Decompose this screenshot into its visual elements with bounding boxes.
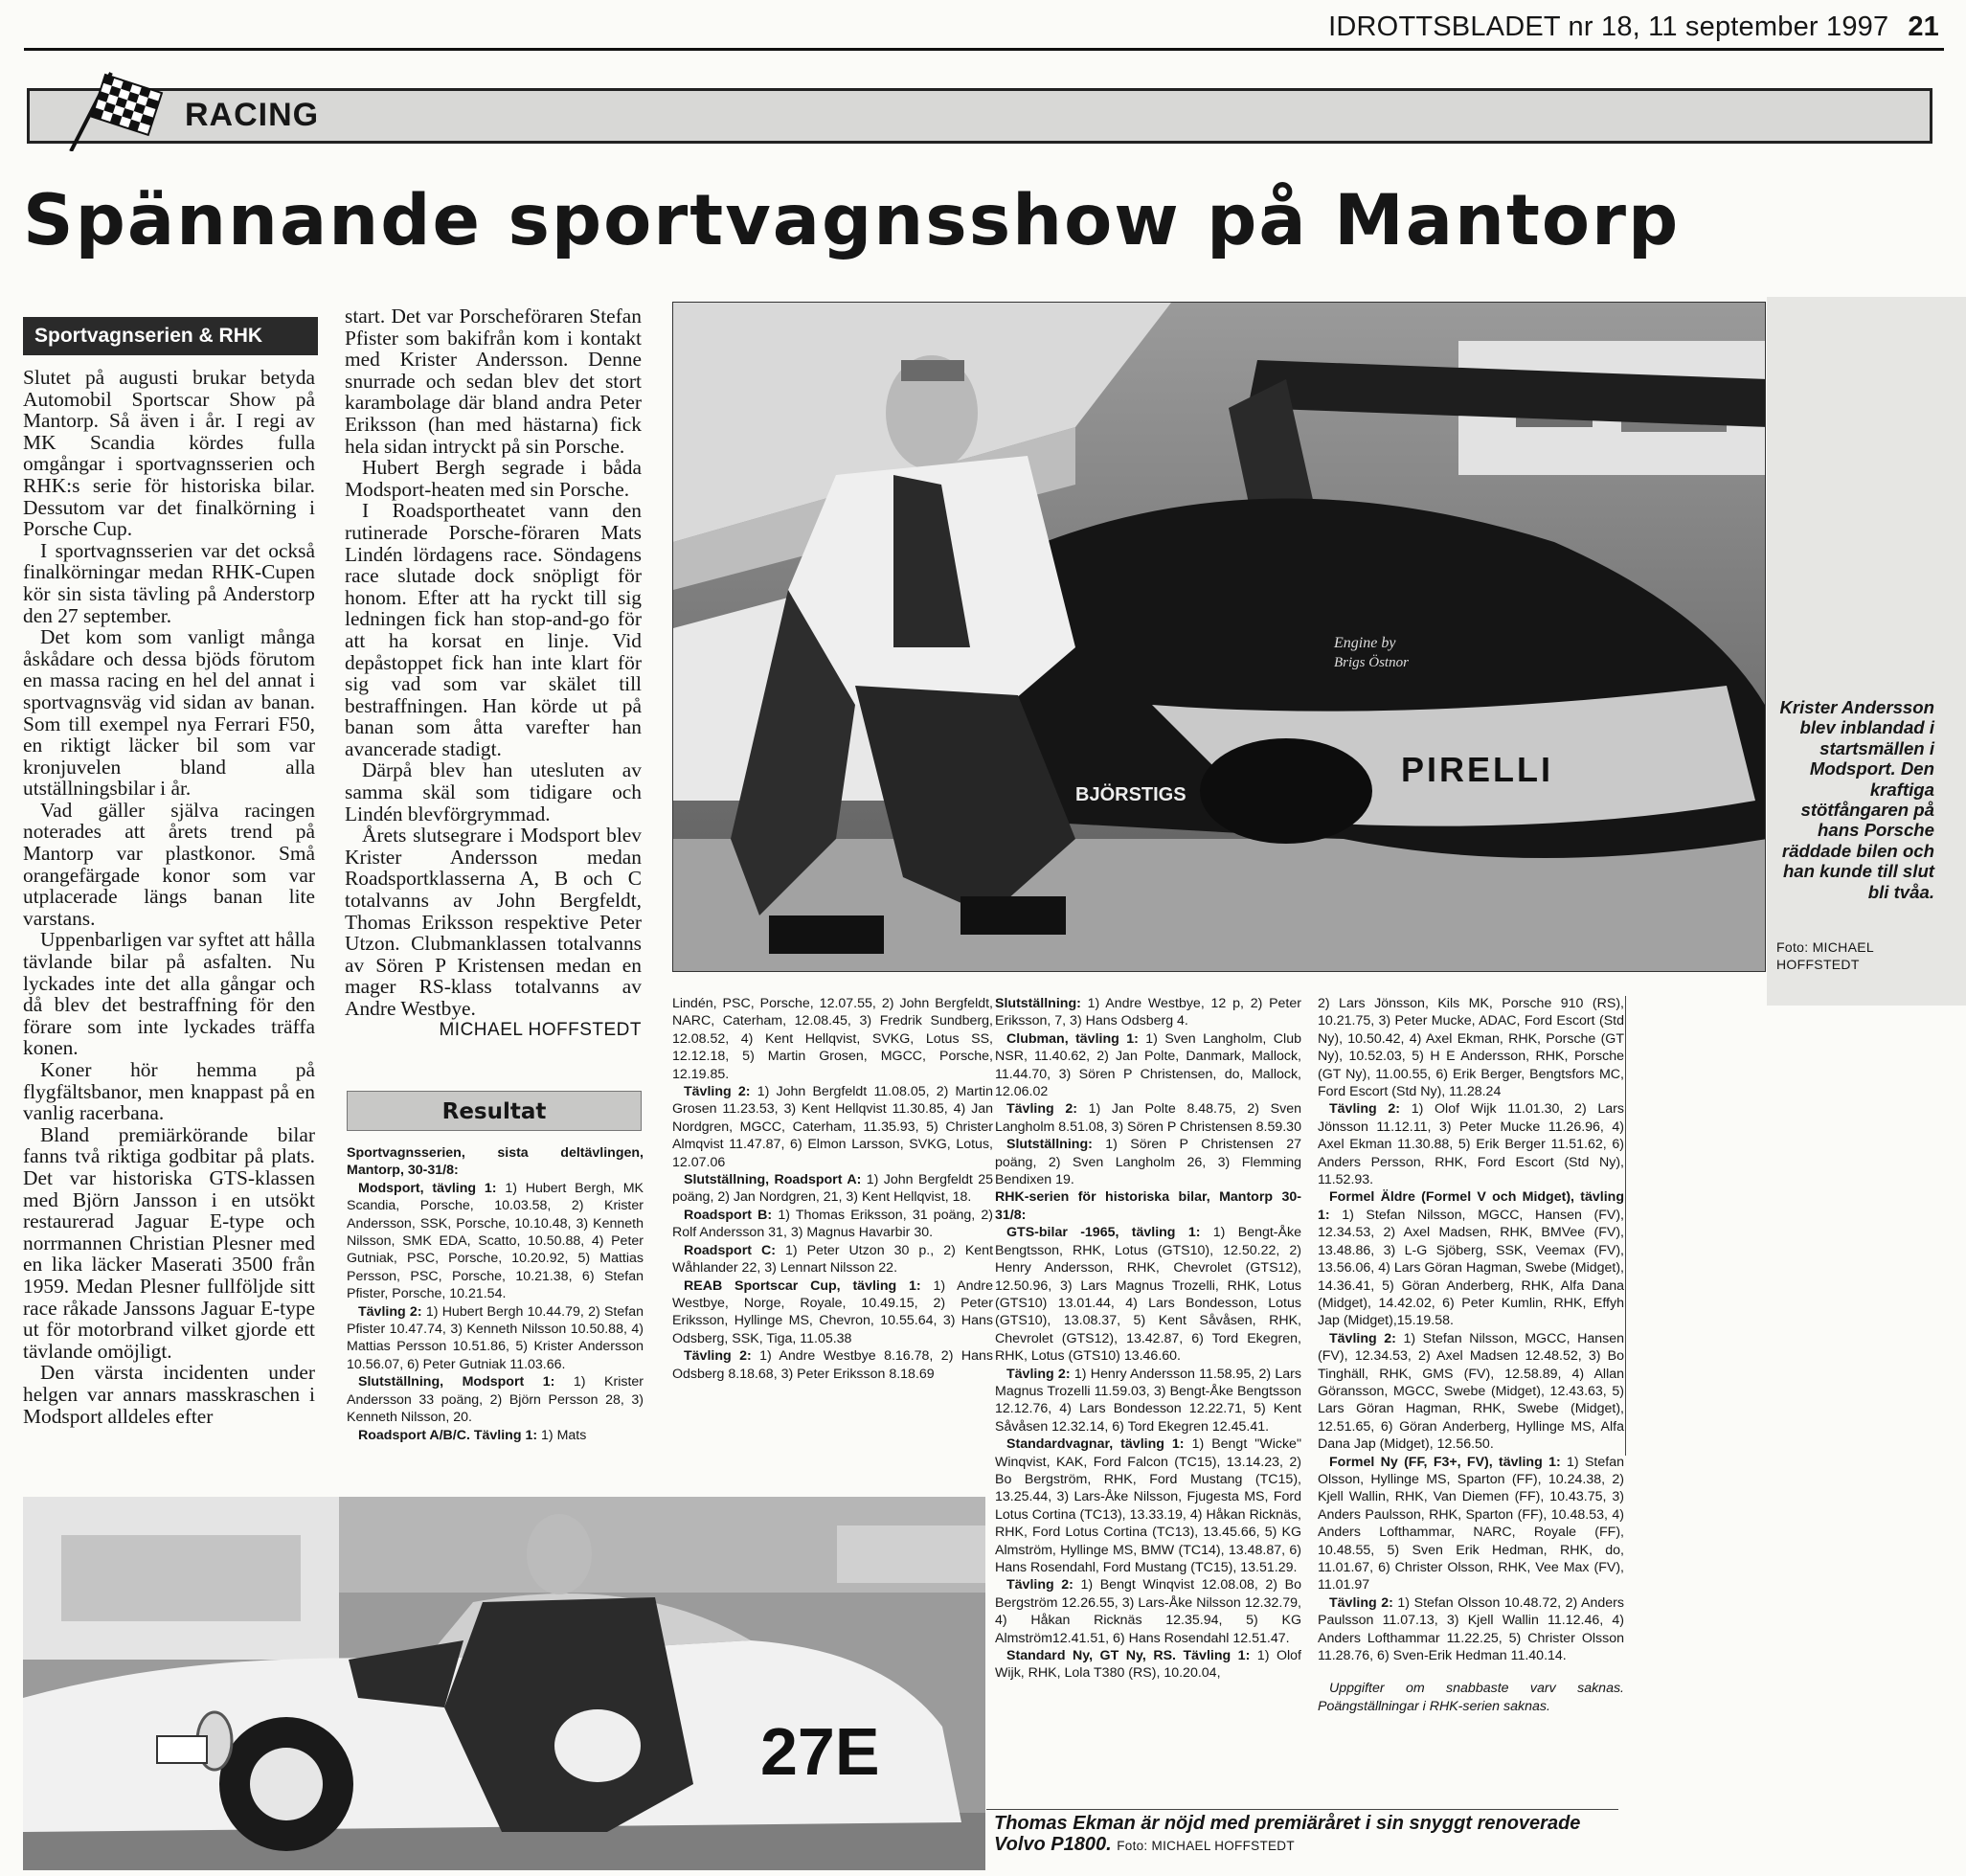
photo-volvo-p1800 [23,1497,985,1870]
checkered-flag-icon [67,71,172,151]
results-entry: Formel Äldre (Formel V och Midget), tävling 1: 1) Stefan Nilsson, MGCC, Hansen (FV), 12.34.53, 2) Axel Madsen, RHK, BMVee (FV), 13.48.86, 3) L-G Sjöberg, SSK, Veemax (FV), 13.56.06, 4) Lars Göran Hagman, Swebe (Midget), 14.36.41, 5) Göran Anderberg, RHK, Alfa Dana (Midget), 14.42.02, 6) Peter Kumlin, RHK, Effyh Jap (Midget),15.19.58. [1318,1189,1624,1329]
masthead [1302,11,1939,43]
article-column-2 [345,305,642,1041]
kicker-label: Sportvagnserien & RHK [23,317,318,355]
photo1-credit: Foto: MICHAEL HOFFSTEDT [1776,939,1874,972]
photo1-caption: Krister Andersson blev inblandad i startsmällen i Modsport. Den kraftiga stötfångaren på hans Porsche räddade bilen och han kunde till slut bli tvåa. [1779,697,1934,902]
results-entry: Tävling 2: 1) Jan Polte 8.48.75, 2) Sven Langholm 8.51.08, 3) Sören P Christensen 8.59.30 [995,1101,1301,1135]
results-entry: RHK-serien för historiska bilar, Mantorp 30-31/8: [995,1189,1301,1223]
results-entry: Clubman, tävling 1: 1) Sven Langholm, Club NSR, 11.40.62, 2) Jan Polte, Danmark, Mallock, 11.44.70, 3) Sören P Christensen, do, Mallock, 12.06.02 [995,1030,1301,1100]
paragraph: Koner hör hemma på flygfältsbanor, men knappast på en vanlig racerbana. [23,1058,315,1125]
paragraph: Uppenbarligen var syftet att hålla tävlande bilar på asfalten. Nu lyckades inte det alla gångar och då blev det bestraffning för den förare som inte lyckades träffa konen. [23,928,315,1060]
results-column-2 [672,995,993,1383]
porsche-photo-illustration [673,303,1766,972]
results-entry: Tävling 2: 1) Henry Andersson 11.58.95, 2) Lars Magnus Trozelli 11.59.03, 3) Bengt-Åke Bengtsson 12.12.76, 4) Lars Bondesson 12.22.71, 5) Kent Såvåsen 12.32.14, 6) Tord Ekegren 12.45.41. [995,1366,1301,1435]
paragraph: I sportvagnsserien var det också finalkörningar medan RHK-Cupen kör sin sista tävling på Anderstorp den 27 september. [23,538,315,627]
results-entry: Tävling 2: 1) Stefan Olsson 10.48.72, 2) Anders Paulsson 11.07.13, 3) Kjell Wallin 11.12.46, 4) Anders Lofthammar 11.22.25, 5) Christer Olsson 11.28.76, 6) Sven-Erik Hedman 11.40.14. [1318,1594,1624,1664]
headline: Spännande sportvagnsshow på Mantorp [23,180,1681,261]
photo-porsche-driver [672,302,1766,972]
results-entry: Sportvagnsserien, sista deltävlingen, Mantorp, 30-31/8: [347,1145,644,1179]
results-entry: Standard Ny, GT Ny, RS. Tävling 1: 1) Olof Wijk, RHK, Lola T380 (RS), 10.20.04, [995,1648,1302,1682]
results-entry: Roadsport B: 1) Thomas Eriksson, 31 poäng, 2) Rolf Andersson 31, 3) Magnus Havarbir 30. [672,1207,994,1241]
masthead-rule [24,48,1944,51]
paragraph: Det kom som vanligt många åskådare och dessa bjöds förutom en massa racing en hel del annat i sportvagnsväg vid sidan av banan. Som till exempel nya Ferrari F50, en riktigt läcker bil som var kronjuvelen bland alla utställningsbilar i år. [23,625,315,801]
results-entry: Tävling 2: 1) Hubert Bergh 10.44.79, 2) Stefan Pfister 10.47.74, 3) Kenneth Nilsson 10.50.88, 4) Mattias Persson 10.51.86, 5) Krister Andersson 10.56.07, 6) Peter Gutniak 11.03.66. [347,1303,644,1372]
byline: MICHAEL HOFFSTEDT [439,1019,642,1040]
car-number: 27E [760,1714,880,1789]
results-heading: Resultat [347,1091,642,1131]
page-number: 21 [1908,11,1939,42]
results-entry: Formel Ny (FF, F3+, FV), tävling 1: 1) Stefan Olsson, Hyllinge MS, Sparton (FF), 10.24.38, 2) Kjell Wallin, RHK, Van Diemen (FF), 10.43.75, 3) Anders Paulsson, RHK, Sparton (FF), 10.48.53, 4) Anders Lofthammar, NARC, Royale (FF), 10.48.55, 5) Sven Erik Hedman, RHK, do, 11.01.67, 6) Christer Olsson, RHK, Vee Max (FV), 11.01.97 [1318,1454,1624,1593]
results-bottom-rule [986,1809,1618,1810]
results-entry: Slutställning, Roadsport A: 1) John Bergfeldt 25 poäng, 2) Jan Nordgren, 21, 3) Kent Hellqvist, 18. [672,1172,993,1206]
engine-builder-text: Brigs Östnor [1334,655,1409,670]
paragraph: Bland premiärkörande bilar fanns två riktiga godbitar på plats. Det var historiska GTS-klassen med Björn Jansson i en utsökt restaurerad Jaguar E-type och norrmannen Christian Plesner med en lika läcker Maserati 3500 från 1959. Medan Plesner fullföljde sitt race råkade Janssons Jaguar E-type ut för motorbrand vilket gjorde ett tävlande omöjligt. [23,1122,315,1363]
article-column-1 [23,367,315,1427]
results-entry: Slutställning: 1) Sören P Christensen 27 poäng, 2) Sven Langholm 26, 3) Flemming Bendixen 19. [995,1137,1301,1188]
results-entry: Lindén, PSC, Porsche, 12.07.55, 2) John Bergfeldt, NARC, Caterham, 12.08.45, 3) Fredrik Sundberg, 12.08.52, 4) Kent Hellqvist, SVKG, Lotus SS, 12.12.18, 5) Martin Grosen, MGCC, Porsche, 12.19.85. [672,996,993,1082]
results-column-1 [347,1144,644,1444]
paragraph: I Roadsportheatet vann den rutinerade Porsche-föraren Mats Lindén lördagens race. Söndagens race slutade dock snöpligt för honom. Efter att ha ryckt till sig ledningen fick han stop-and-go för att ha korsat en linje. Vid depåstoppet fick han inte klart för sig vad som var skälet till bestraffningen. Han körde ut på banan som åtta varefter han avancerade stadigt. [345,499,642,760]
results-entry: Standardvagnar, tävling 1: 1) Bengt "Wicke" Winqvist, KAK, Ford Falcon (TC15), 13.14.23, 2) Bo Bergström, RHK, Ford Mustang (TC15), 13.25.44, 3) Lars-Åke Nilsson, Fjugesta MS, Ford Lotus Cortina (TC13), 13.33.19, 4) Håkan Ricknäs, RHK, Ford Lotus Cortina (TC13), 13.45.66, 5) KG Almström, Hyllinge MS, BMW (TC14), 13.48.87, 6) Hans Rosendahl, Ford Mustang (TC15), 13.51.29. [995,1436,1301,1575]
results-entry: GTS-bilar -1965, tävling 1: 1) Bengt-Åke Bengtsson, RHK, Lotus (GTS10), 12.50.22, 2) Henry Andersson, RHK, Chevrolet (GTS12), 12.50.96, 3) Lars Magnus Trozelli, RHK, Lotus (GTS10) 13.01.44, 4) Lars Bondesson, Lotus (GTS10), 13.08.37, 5) Kent Såvåsen, RHK, Chevrolet (GTS12), 13.42.87, 6) Tord Ekegren, RHK, Lotus (GTS10) 13.46.60. [995,1225,1301,1365]
photo2-caption [994,1813,1588,1857]
paragraph: start. Det var Porscheföraren Stefan Pfister som bakifrån kom i kontakt med Krister Andersson. Denne snurrade och sedan blev det stort karambolage där bland andra Peter Eriksson (han med hästarna) fick hela sidan intryckt på sin Porsche. [345,305,642,458]
results-column-3 [995,995,1301,1683]
results-entry: Slutställning, Modsport 1: 1) Krister Andersson 33 poäng, 2) Björn Persson 28, 3) Kenneth Nilsson, 20. [347,1374,644,1426]
results-entry: Slutställning: 1) Andre Westbye, 12 p, 2) Peter Eriksson, 7, 3) Hans Odsberg 4. [995,996,1301,1029]
results-column-4 [1318,995,1624,1715]
paragraph: Den värsta incidenten under helgen var annars masskraschen i Modsport alldeles efter [23,1361,315,1428]
results-entry: 2) Lars Jönsson, Kils MK, Porsche 910 (RS), 10.21.75, 3) Peter Mucke, ADAC, Ford Escort (Std Ny), 10.50.42, 4) Axel Ekman, RHK, Porsche (GT Ny), 10.52.03, 5) H E Andersson, RHK, Porsche (GT Ny), 11.00.55, 6) Erik Berger, Bengtsfors MC, Ford Escort (Std Ny), 11.28.24 [1318,996,1624,1100]
results-entry: Modsport, tävling 1: 1) Hubert Bergh, MK Scandia, Porsche, 10.03.58, 2) Krister Andersson, SSK, Porsche, 10.10.48, 3) Kenneth Nilsson, SMK EDA, Scatto, 10.50.88, 4) Peter Gutniak, PSC, Porsche, 10.20.92, 5) Mattias Persson, PSC, Porsche, 10.21.38, 6) Stefan Pfister, Porsche, 10.21.54. [347,1180,644,1302]
paragraph: Årets slutsegrare i Modsport blev Krister Andersson medan Roadsportklasserna A, B och C totalvanns av John Bergfeldt, Thomas Eriksson respektive Peter Utzon. Clubmanklassen totalvanns av Sören P Kristensen medan en mager RS-klass totalvanns av Andre Westbye. [345,824,642,1020]
results-note: Uppgifter om snabbaste varv saknas. Poängställningar i RHK-serien saknas. [1318,1681,1624,1714]
paragraph: Vad gäller själva racingen noterades att årets trend på Mantorp var plastkonor. Små orangefärgade konor som var utplacerade längs banan lite varstans. [23,798,315,930]
results-entry: REAB Sportscar Cup, tävling 1: 1) Andre Westbye, Norge, Royale, 10.49.15, 2) Peter Eriksson, Hyllinge MS, Chevron, 10.55.64, 3) Hans Odsberg, SSK, Tiga, 11.05.38 [672,1277,993,1346]
results-entry: Roadsport A/B/C. Tävling 1: 1) Mats [358,1427,587,1443]
photo2-credit: Foto: MICHAEL HOFFSTEDT [1117,1839,1295,1853]
results-entry: Tävling 2: 1) Andre Westbye 8.16.78, 2) Hans Odsberg 8.18.68, 3) Peter Eriksson 8.18.69 [672,1348,993,1382]
results-entry: Tävling 2: 1) Olof Wijk 11.01.30, 2) Lars Jönsson 11.12.11, 3) Peter Mucke 11.26.96, 4) Axel Ekman 11.30.88, 5) Erik Berger 11.51.62, 6) Anders Persson, RHK, Ford Escort (Std Ny), 11.52.93. [1318,1101,1624,1188]
section-label: RACING [185,97,320,133]
results-entry: Tävling 2: 1) Bengt Winqvist 12.08.08, 2) Bo Bergström 12.26.55, 3) Lars-Åke Nilsson 12.32.79, 4) Håkan Ricknäs 12.35.94, 5) KG Almström12.41.51, 6) Hans Rosendahl 12.51.47. [995,1577,1301,1646]
publication-info: IDROTTSBLADET nr 18, 11 september 1997 [1328,11,1889,42]
volvo-photo-illustration [23,1497,985,1870]
paragraph: Slutet på augusti brukar betyda Automobil Sportscar Show på Mantorp. Så även i år. I regi av MK Scandia kördes fulla omgångar i sportvagnsserien och RHK:s serie för historiska bilar. Dessutom var det finalkörning i Porsche Cup. [23,366,315,541]
photo2-caption-text: Thomas Ekman är nöjd med premiäråret i sin snyggt renoverade Volvo P1800. [994,1813,1581,1855]
paragraph: Därpå blev han utesluten av samma skäl som tidigare och Lindén blevförgrymmad. [345,758,642,825]
pirelli-text: PIRELLI [1401,750,1554,789]
column-rule [1625,996,1626,1456]
sponsor-text: BJÖRSTIGS [1075,784,1186,805]
results-entry: Roadsport C: 1) Peter Utzon 30 p., 2) Kent Wåhlander 22, 3) Lennart Nilsson 22. [672,1242,994,1277]
engine-by-text: Engine by [1334,635,1396,651]
results-entry: Tävling 2: 1) Stefan Nilsson, MGCC, Hansen (FV), 12.34.53, 2) Axel Madsen 12.48.52, 3) Bo Tinghäll, RHK, GMS (FV), 12.58.89, 4) Allan Göransson, MGCC, Swebe (Midget), 12.43.63, 5) Lars Göran Hagman, RHK, Swebe (Midget), 12.51.65, 6) Göran Anderberg, Hyllinge MS, Alfa Dana Jap (Midget), 12.56.50. [1318,1330,1624,1453]
paragraph: Hubert Bergh segrade i båda Modsport-heaten med sin Porsche. [345,456,642,501]
results-entry: Tävling 2: 1) John Bergfeldt 11.08.05, 2) Martin Grosen 11.23.53, 3) Kent Hellqvist 11.30.85, 4) Jan Nordgren, MGCC, Caterham, 11.35.93, 5) Christer Almqvist 11.47.87, 6) Elmon Larsson, SVKG, Lotus, 12.07.06 [672,1084,993,1170]
